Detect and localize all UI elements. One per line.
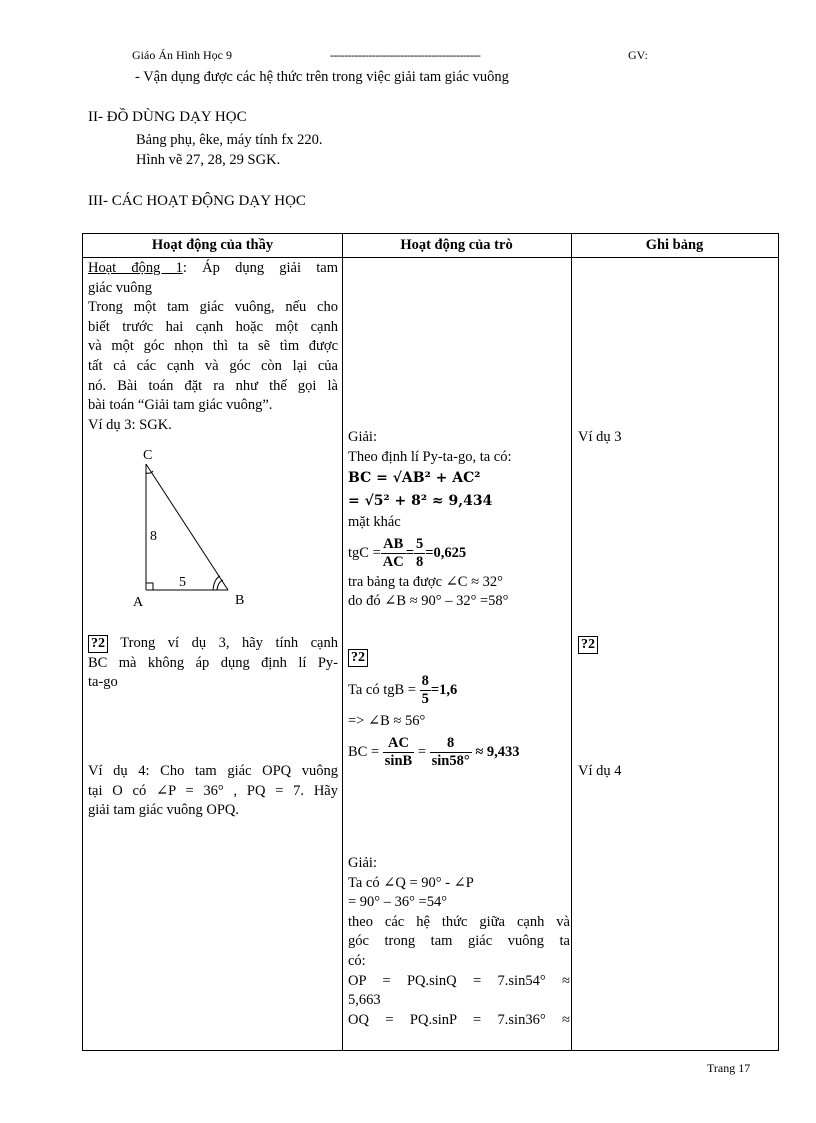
angle-b-result: => ∠B ≈ 56°: [348, 713, 426, 729]
pythagoras-line: Theo định lí Py-ta-go, ta có:: [348, 448, 512, 465]
side-ac-length: 8: [150, 529, 157, 544]
hethuc-line: theo các hệ thức giữa cạnh và: [348, 913, 570, 930]
header-teacher: GV:: [628, 48, 648, 62]
student-solution1: [348, 428, 570, 612]
activity-table: [82, 233, 779, 1051]
activity1-title: Hoạt động 1: [88, 260, 183, 276]
tgb-den: 5: [421, 691, 429, 708]
teacher-para-line: và một góc nhọn thì ta sẽ tìm được: [88, 338, 338, 355]
board-example3: Ví dụ 3: [578, 429, 622, 445]
bc-value: = √5² + 8² ≈ 9,434: [348, 493, 493, 510]
tgc-den2: 8: [415, 553, 424, 570]
tgb-equation: [348, 668, 570, 712]
bc2-num2: 8: [430, 735, 472, 753]
activity1-heading-2: giác vuông: [88, 279, 153, 296]
tgc-num: AB: [381, 536, 406, 554]
bc2-fraction-1: [383, 735, 414, 770]
question2-text: ta-go: [88, 674, 118, 691]
student-question2: [348, 646, 570, 772]
triangle-figure: [123, 444, 263, 609]
section2-line1: Bảng phụ, êke, máy tính fx 220.: [136, 132, 323, 148]
bc2-den2: sin58°: [431, 752, 470, 769]
student-q2-badge: ?2: [348, 649, 368, 667]
bc2-result: ≈ 9,433: [475, 743, 520, 760]
teacher-question2: [88, 634, 338, 693]
right-angle-mark: [146, 583, 153, 590]
section3-title: III- CÁC HOẠT ĐỘNG DẠY HỌC: [88, 193, 306, 209]
tgc-fraction-1: [381, 536, 406, 571]
vertex-b-label: B: [235, 593, 245, 608]
teacher-example4: [88, 762, 338, 821]
op-value: 5,663: [348, 992, 381, 1009]
example3-label: Ví dụ 3: SGK.: [88, 416, 172, 433]
example4-text: giải tam giác vuông OPQ.: [88, 802, 240, 819]
tgc-label: tgC =: [348, 544, 381, 561]
header-title: Giáo Án Hình Học 9: [132, 48, 232, 62]
intro-line: - Vận dụng được các hệ thức trên trong việc giải tam giác vuông: [135, 69, 509, 85]
tgb-label: Ta có tgB =: [348, 682, 416, 698]
tgc-fraction-2: [414, 536, 425, 571]
oq-line: OQ = PQ.sinP = 7.sin36° ≈: [348, 1011, 570, 1028]
activity1-heading: : Áp dụng giải tam: [182, 260, 338, 276]
tgb-result: =1,6: [430, 682, 458, 698]
teacher-para-line: biết trước hai cạnh hoặc một cạnh: [88, 318, 338, 335]
bc2-den: sinB: [384, 752, 413, 769]
vertex-a-label: A: [133, 595, 144, 609]
angle-q-line: Ta có ∠Q = 90° - ∠P: [348, 874, 474, 891]
mat-khac-label: mặt khác: [348, 514, 401, 531]
angle-q-line: = 90° – 36° =54°: [348, 894, 448, 911]
triangle-side-bc: [146, 464, 228, 590]
teacher-para-line: tất cả các cạnh và góc còn lại của: [88, 357, 338, 374]
vertex-c-label: C: [143, 448, 153, 463]
op-line: OP = PQ.sinQ = 7.sin54° ≈: [348, 972, 570, 989]
solution-label: Giải:: [348, 429, 377, 445]
hethuc-line: góc trong tam giác vuông ta: [348, 933, 570, 950]
teacher-para-line: bài toán “Giải tam giác vuông”.: [88, 397, 273, 414]
page-number: Trang 17: [707, 1061, 751, 1075]
angle-c-line: tra bảng ta được ∠C ≈ 32°: [348, 573, 503, 590]
example4-text: Ví dụ 4: Cho tam giác OPQ vuông: [88, 763, 338, 779]
bc2-label: BC =: [348, 743, 380, 760]
tgc-result: =0,625: [425, 544, 467, 561]
header-divider: [83, 257, 778, 258]
question2-text: BC mà không áp dụng định lí Py-: [88, 654, 338, 671]
tgb-num: 8: [421, 673, 429, 690]
section2-line2: Hình vẽ 27, 28, 29 SGK.: [136, 152, 281, 168]
tgc-equation: tgC = $\frac{AB}{AC}$ = $\frac{5}{8}$ =0,625: [348, 535, 467, 570]
tgc-num2: 5: [415, 535, 424, 552]
question2-badge: ?2: [88, 635, 108, 653]
col-header-board: Ghi bảng: [645, 237, 704, 253]
col-header-student: Hoạt động của trò: [400, 237, 513, 253]
question2-text: Trong ví dụ 3, hãy tính cạnh: [120, 635, 338, 651]
header-dashes: -------------------------------------------: [330, 48, 481, 62]
tgb-fraction: [420, 673, 431, 708]
teacher-para-line: nó. Bài toán đặt ra như thế gọi là: [88, 377, 338, 394]
bc2-num: AC: [383, 735, 414, 753]
board-q2: [578, 635, 598, 655]
section2-title: II- ĐỒ DÙNG DẠY HỌC: [88, 109, 247, 125]
angle-b-line: do đó ∠B ≈ 90° – 32° =58°: [348, 593, 509, 610]
board-example4: Ví dụ 4: [578, 763, 622, 779]
col-divider-2: [571, 234, 572, 1050]
bc-equation: BC = √AB² + AC²: [348, 470, 481, 487]
board-q2-badge: ?2: [578, 636, 598, 654]
col-header-teacher: Hoạt động của thầy: [151, 237, 274, 253]
bc2-equation: BC = $\frac{AC}{\sin B}$ = $\frac{8}{\sin 58^\circ}$ ≈ 9,433: [348, 734, 520, 769]
solution2-label: Giải:: [348, 855, 377, 871]
bc2-fraction-2: [430, 735, 472, 770]
tgc-den: AC: [382, 553, 404, 570]
hethuc-line: có:: [348, 952, 366, 969]
example4-text: tại O có ∠P = 36° , PQ = 7. Hãy: [88, 782, 338, 799]
student-solution2: [348, 854, 570, 1030]
col-divider-1: [342, 234, 343, 1050]
teacher-activity1: [88, 259, 338, 435]
teacher-para-line: Trong một tam giác vuông, nếu cho: [88, 299, 338, 316]
side-ab-length: 5: [179, 575, 186, 590]
